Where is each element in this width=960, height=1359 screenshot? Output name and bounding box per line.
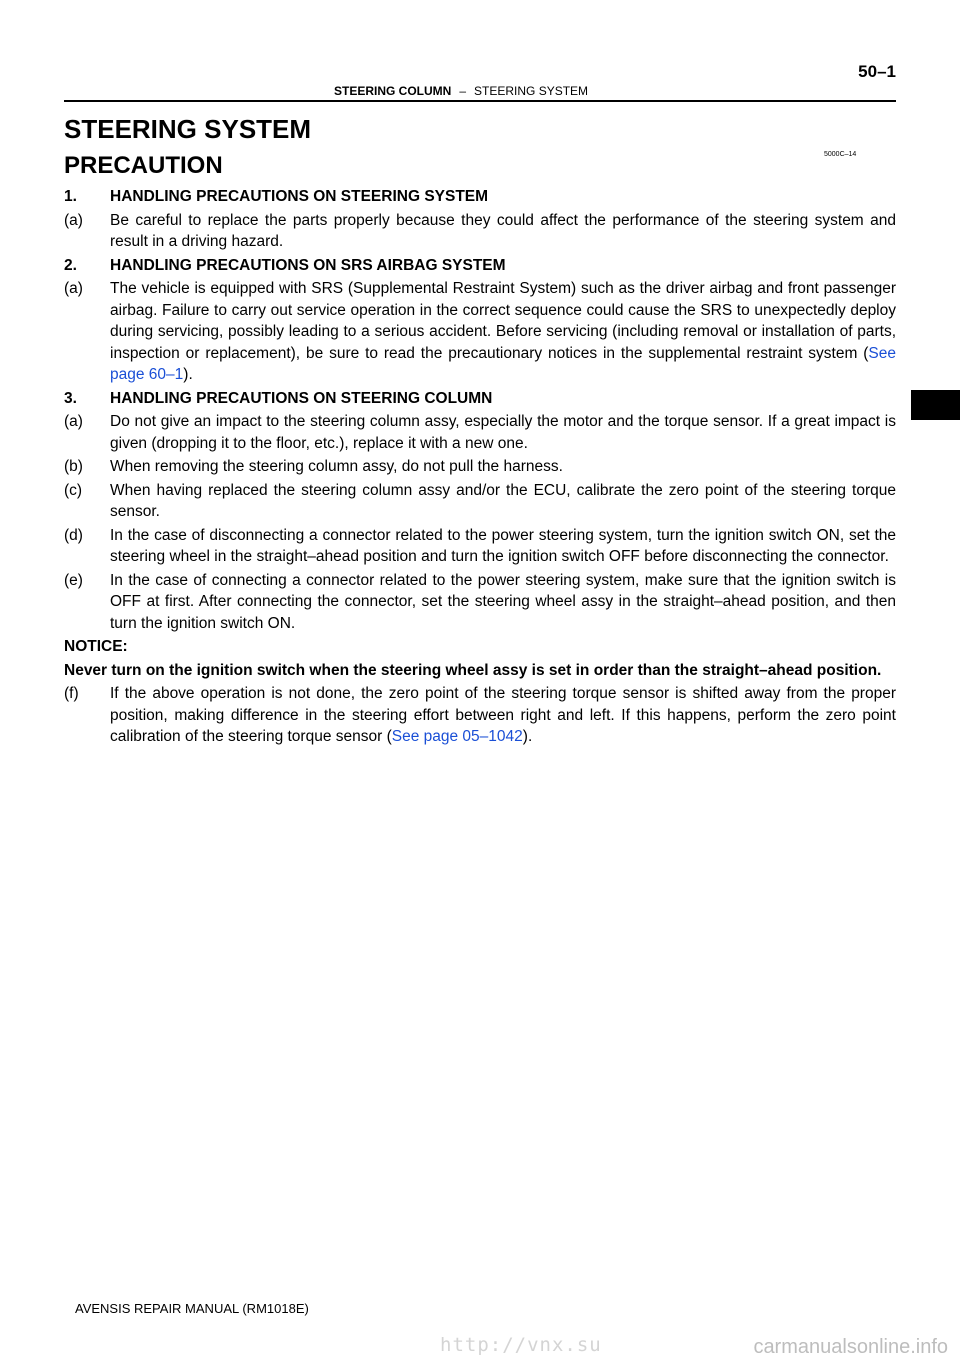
- notice-text: Never turn on the ignition switch when the steering wheel assy is set in order than the straight–ahead position.: [64, 661, 882, 679]
- header-rule: [64, 100, 896, 102]
- section-tab-marker: [911, 390, 960, 420]
- header-section: STEERING COLUMN: [334, 84, 452, 98]
- item-3f: (f) If the above operation is not done, the zero point of the steering torque sensor is shifted away from the proper position, making difference in the steering effort between right and left. If this happens, perform the zero point calibration of the steering torque sensor (See page 05–1042).: [64, 685, 896, 745]
- section-1-heading: 1. HANDLING PRECAUTIONS ON STEERING SYSTEM: [64, 188, 489, 205]
- item-3e: (e) In the case of connecting a connector related to the power steering system, make sure that the ignition switch is OFF at first. After connecting the connector, set the steering wheel assy in the straight–ahead position, and then turn the ignition switch ON.: [64, 571, 896, 632]
- see-page-05-1042-link[interactable]: See page 05–1042: [391, 728, 523, 745]
- section-2-heading: 2. HANDLING PRECAUTIONS ON SRS AIRBAG SYSTEM: [64, 256, 506, 274]
- page-subtitle: PRECAUTION: [64, 152, 223, 179]
- watermark-site: carmanualsonline.info: [753, 1336, 948, 1358]
- header-separator: –: [459, 84, 467, 98]
- item-2a: (a) The vehicle is equipped with SRS (Supplemental Restraint System) such as the driver airbag and front passenger airbag. Failure to carry out service operation in the correct sequence could cause the SRS to unexpectedly deploy during servicing, possibly leading to a serious accident. Before servicing (including removal or installation of parts, inspection or replacement), be sure to read the precautionary notices in the supplemental restraint system (See page 60–1).: [64, 280, 896, 383]
- item-3d: (d) In the case of disconnecting a connector related to the power steering system, turn the ignition switch ON, set the steering wheel in the straight–ahead position and turn the ignition switch OFF before disconnecting the connector.: [64, 526, 896, 565]
- item-3c: (c) When having replaced the steering column assy and/or the ECU, calibrate the zero point of the steering torque sensor.: [64, 481, 896, 520]
- item-3b: (b) When removing the steering column assy, do not pull the harness.: [64, 458, 563, 475]
- notice-label: NOTICE:: [64, 638, 128, 655]
- page-content: [64, 186, 896, 750]
- header-subsection: STEERING SYSTEM: [474, 84, 589, 98]
- section-3-heading: 3. HANDLING PRECAUTIONS ON STEERING COLUMN: [64, 389, 493, 407]
- header-section-title: [334, 84, 588, 98]
- document-code: 5000C–14: [824, 151, 857, 158]
- page-title: STEERING SYSTEM: [64, 114, 312, 144]
- watermark-url: http://vnx.su: [440, 1334, 602, 1356]
- item-1a: (a) Be careful to replace the parts properly because they could affect the performance of the steering system and result in a driving hazard.: [64, 211, 896, 250]
- page-number: 50–1: [858, 62, 896, 81]
- see-page-60-1-link[interactable]: See page 60–1: [110, 344, 896, 383]
- item-3a: (a) Do not give an impact to the steering column assy, especially the motor and the torque sensor. If a great impact is given (dropping it to the floor, etc.), replace it with a new one.: [64, 413, 896, 452]
- page-footer: AVENSIS REPAIR MANUAL (RM1018E): [75, 1301, 309, 1316]
